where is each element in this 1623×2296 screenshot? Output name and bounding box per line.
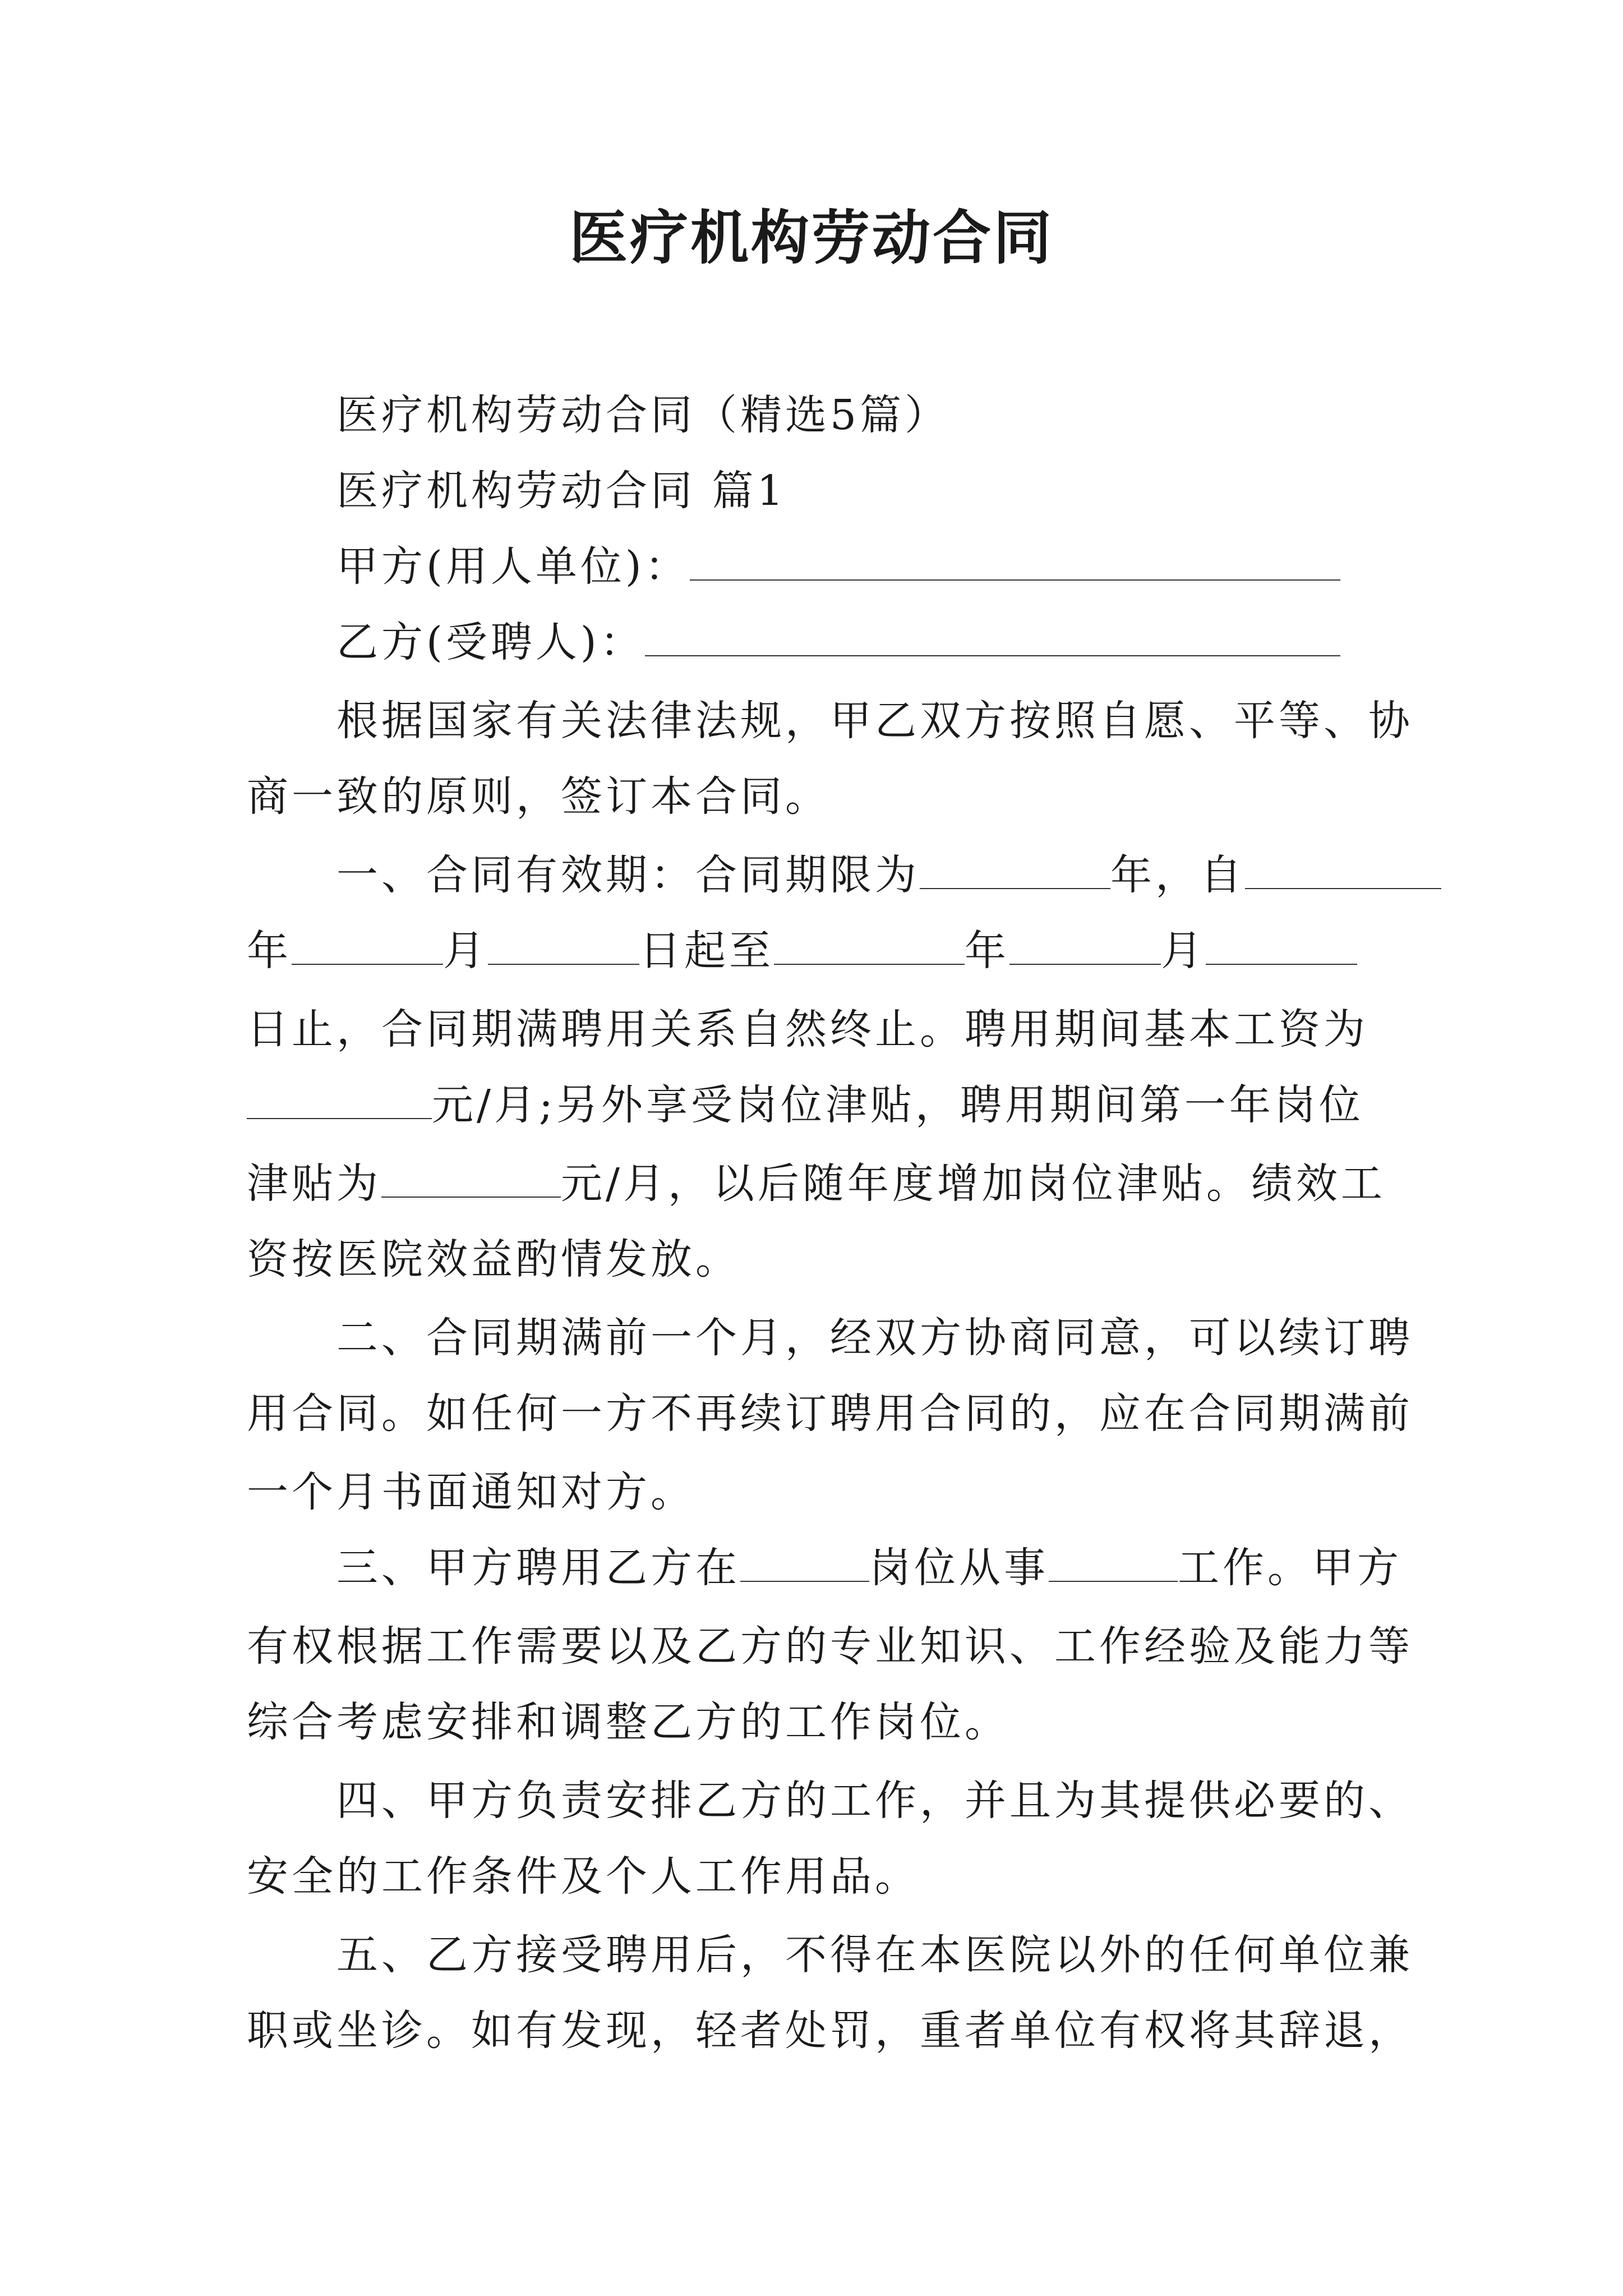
party-a-blank xyxy=(690,540,1340,581)
clause-3-line-2: 有权根据工作需要以及乙方的专业知识、工作经验及能力等 xyxy=(247,1622,1413,1671)
clause-1-text: 日起至 xyxy=(639,927,774,975)
clause-1-text: 年 xyxy=(965,927,1009,975)
start-month-blank xyxy=(292,924,443,965)
party-b-label: 乙方(受聘人)： xyxy=(336,618,645,666)
party-b-line xyxy=(336,614,1391,670)
clause-1-text: 一、合同有效期：合同期限为 xyxy=(336,851,920,899)
document-title: 医疗机构劳动合同 xyxy=(569,203,1054,272)
clause-2-line-1: 二、合同期满前一个月，经双方协商同意，可以续订聘 xyxy=(336,1314,1413,1362)
allowance-blank xyxy=(381,1157,561,1198)
section-heading: 医疗机构劳动合同 篇1 xyxy=(336,467,787,515)
clause-1-text: 元/月;另外享受岗位津贴，聘用期间第一年岗位 xyxy=(432,1081,1364,1129)
clause-3-text: 三、甲方聘用乙方在 xyxy=(336,1544,740,1592)
clause-1-line-6: 资按医院效益酌情发放。 xyxy=(247,1235,740,1283)
document-subtitle: 医疗机构劳动合同（精选5篇） xyxy=(336,391,950,439)
work-blank xyxy=(1049,1542,1178,1582)
clause-2-line-2: 用合同。如任何一方不再续订聘用合同的，应在合同期满前 xyxy=(247,1389,1413,1438)
party-b-blank xyxy=(645,616,1340,656)
clause-1-line-3: 日止，合同期满聘用关系自然终止。聘用期间基本工资为 xyxy=(247,1005,1368,1053)
party-a-label: 甲方(用人单位)： xyxy=(336,542,690,591)
clause-1-text: 年 xyxy=(247,927,292,975)
clause-2-line-3: 一个月书面通知对方。 xyxy=(247,1468,695,1516)
clause-1-text: 年，自 xyxy=(1110,851,1245,899)
clause-1-line-5 xyxy=(247,1156,1391,1212)
start-year-blank xyxy=(1245,849,1441,889)
clause-4-line-2: 安全的工作条件及个人工作用品。 xyxy=(247,1852,920,1901)
clause-1-line-4 xyxy=(247,1077,1391,1133)
clause-1-text: 元/月，以后随年度增加岗位津贴。绩效工 xyxy=(561,1159,1386,1208)
term-years-blank xyxy=(920,849,1110,889)
clause-1-line-2 xyxy=(247,923,1391,979)
start-day-blank xyxy=(488,924,639,965)
end-month-blank xyxy=(1009,924,1161,965)
clause-3-text: 岗位从事 xyxy=(869,1544,1049,1592)
clause-4-line-1: 四、甲方负责安排乙方的工作，并且为其提供必要的、 xyxy=(336,1777,1413,1825)
preamble-line-1: 根据国家有关法律法规，甲乙双方按照自愿、平等、协 xyxy=(336,697,1413,745)
clause-1-text: 月 xyxy=(443,927,488,975)
preamble-line-2: 商一致的原则，签订本合同。 xyxy=(247,772,830,821)
clause-1-text: 月 xyxy=(1161,927,1206,975)
clause-3-text: 工作。甲方 xyxy=(1178,1544,1402,1592)
clause-1-text: 津贴为 xyxy=(247,1159,381,1208)
clause-5-line-2: 职或坐诊。如有发现，轻者处罚，重者单位有权将其辞退， xyxy=(247,2007,1413,2055)
clause-3-line-3: 综合考虑安排和调整乙方的工作岗位。 xyxy=(247,1698,1009,1746)
end-year-blank xyxy=(774,924,965,965)
end-day-blank xyxy=(1206,924,1357,965)
clause-1-line-1 xyxy=(336,847,1391,903)
clause-5-line-1: 五、乙方接受聘用后，不得在本医院以外的任何单位兼 xyxy=(336,1931,1413,1979)
party-a-line xyxy=(336,539,1391,595)
clause-3-line-1 xyxy=(336,1540,1402,1596)
base-salary-blank xyxy=(247,1079,432,1119)
position-blank xyxy=(740,1542,869,1582)
